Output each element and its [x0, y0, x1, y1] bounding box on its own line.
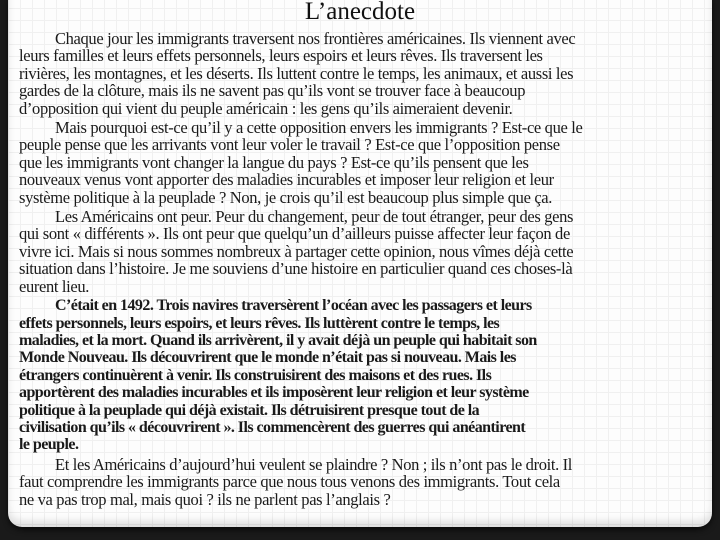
- text-line: effets personnels, leurs espoirs, et leurs rêves. Ils luttèrent contre le temps, les: [19, 314, 500, 332]
- text-line: ne va pas trop mal, mais quoi ? ils ne parlent pas l’anglais ?: [19, 489, 391, 509]
- slide-title: L’anecdote: [304, 0, 416, 25]
- slide-page: [8, 0, 712, 527]
- text-line: situation dans l’histoire. Je me souviens d’une histoire en particulier quand ces choses-là: [19, 259, 573, 279]
- paragraph: [19, 208, 709, 295]
- text-line: nouveaux venus vont apporter des maladies incurables et imposer leur religion et leur: [19, 170, 554, 190]
- text-line: gardes de la clôture, mais ils ne savent pas qu’ils vont se trouver face à beaucoup: [19, 81, 526, 101]
- text-line: Monde Nouveau. Ils découvrirent que le monde n’était pas si nouveau. Mais les: [19, 349, 516, 367]
- text-line: C’était en 1492. Trois navires traversèrent l’océan avec les passagers et leurs: [55, 297, 532, 315]
- text-line: d’opposition qui vient du peuple américain : les gens qu’ils aimeraient devenir.: [19, 98, 513, 118]
- paragraph: [19, 297, 709, 454]
- text-line: système politique à la peuplade ? Non, je crois qu’il est beaucoup plus simple que ça.: [19, 187, 553, 207]
- text-line: étrangers continuèrent à venir. Ils construisirent des maisons et des rues. Ils: [19, 366, 492, 384]
- text-line: politique à la peuplade qui déjà existait. Ils détruisirent presque tout de la: [19, 401, 480, 419]
- text-line: Et les Américains d’aujourd’hui veulent se plaindre ? Non ; ils n’ont pas le droit. Il: [55, 454, 573, 474]
- text-line: rivières, les montagnes, et les déserts. Ils luttent contre le temps, les animaux, et aussi les: [19, 63, 574, 83]
- text-line: leurs familles et leurs effets personnels, leurs espoirs et leurs rêves. Ils traversent les: [19, 46, 543, 66]
- paragraph: [19, 30, 709, 117]
- text-line: apportèrent des maladies incurables et ils imposèrent leur religion et leur système: [19, 384, 529, 402]
- text-line: Les Américains ont peur. Peur du changement, peur de tout étranger, peur des gens: [55, 207, 574, 227]
- text-line: peuple pense que les arrivants vont leur voler le travail ? Est-ce que l’opposition pense: [19, 135, 560, 155]
- text-line: Mais pourquoi est-ce qu’il y a cette opposition envers les immigrants ? Est-ce que le: [55, 118, 583, 138]
- text-line: que les immigrants vont changer la langue du pays ? Est-ce qu’ils pensent que les: [19, 152, 529, 172]
- text-line: faut comprendre les immigrants parce que nous tous venons des immigrants. Tout cela: [19, 472, 560, 492]
- text-line: qui sont « différents ». Ils ont peur que quelqu’un d’ailleurs puisse affecter leur façon de: [19, 224, 570, 244]
- text-line: vivre ici. Mais si nous sommes nombreux à partager cette opinion, nous vîmes déjà cette: [19, 241, 574, 261]
- text-line: le peuple.: [19, 436, 79, 454]
- paragraph: [19, 119, 709, 206]
- text-line: civilisation qu’ils « découvrirent ». Ils commencèrent des guerres qui anéantirent: [19, 418, 526, 436]
- slide-body: [19, 30, 709, 510]
- paragraph: [19, 456, 709, 508]
- text-line: eurent lieu.: [19, 276, 90, 296]
- text-line: Chaque jour les immigrants traversent nos frontières américaines. Ils viennent avec: [55, 29, 576, 48]
- text-line: maladies, et la mort. Quand ils arrivèrent, il y avait déjà un peuple qui habitait son: [19, 331, 537, 349]
